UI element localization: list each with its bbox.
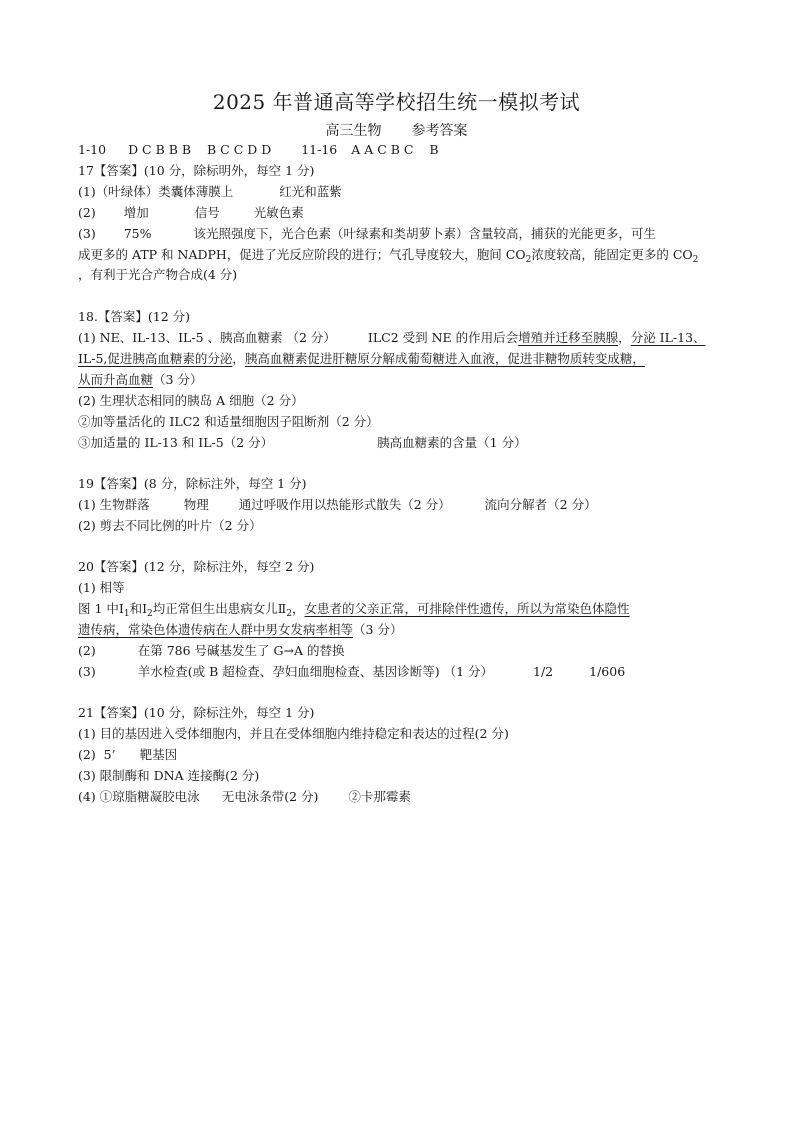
q17-line-5: ，有利于光合产物合成(4 分) bbox=[78, 267, 238, 282]
doc-type-label: 参考答案 bbox=[411, 123, 468, 139]
q17-num-3: (3) bbox=[78, 226, 96, 241]
q20-text-2c: 均正常但生出患病女儿Ⅱ bbox=[152, 601, 287, 616]
q18-key-point-5: 从而升高血糖 bbox=[78, 372, 154, 387]
subject-label: 高三生物 bbox=[325, 123, 382, 139]
q18-comma-1: ， bbox=[618, 330, 631, 345]
q18-line-5: ②加等量活化的 ILC2 和适量细胞因子阻断剂（2 分） bbox=[78, 414, 379, 429]
q20-sub-2: 2 bbox=[147, 609, 153, 619]
q18-line-2 bbox=[78, 350, 645, 368]
q20-heading: 20【答案】(12 分，除标注外，每空 2 分) bbox=[78, 559, 315, 574]
q20-line-2 bbox=[78, 600, 630, 623]
q19-ans-1c: 通过呼吸作用以热能形式散失（2 分） bbox=[238, 497, 451, 512]
q20-ans-3a: 羊水检查(或 B 超检查、孕妇血细胞检查、基因诊断等) （1 分） bbox=[137, 664, 494, 679]
q17-heading: 17【答案】(10 分，除标明外，每空 1 分) bbox=[78, 163, 315, 178]
q21-ans-4c: ②卡那霉素 bbox=[348, 789, 411, 804]
q19-line-1 bbox=[78, 496, 597, 514]
q21-heading: 21【答案】(10 分，除标注外，每空 1 分) bbox=[78, 705, 315, 720]
q19-ans-1d: 流向分解者（2 分） bbox=[484, 497, 597, 512]
mc-range-1: 1-10 bbox=[78, 142, 107, 157]
q19-ans-1a: (1) 生物群落 bbox=[78, 497, 150, 512]
mc-answers-1: D C B B B B C C D D bbox=[128, 142, 272, 157]
q18-line-4: (2) 生理状态相同的胰岛 A 细胞（2 分） bbox=[78, 393, 304, 408]
q17-line-3 bbox=[78, 225, 656, 243]
q17-num-2: (2) bbox=[78, 205, 96, 220]
q18-key-point-2: 分泌 IL-13、 bbox=[630, 330, 706, 345]
mc-answers-2: A A C B C B bbox=[351, 142, 439, 157]
q18-ans-1b: ILC2 受到 NE 的作用后会 bbox=[367, 330, 519, 345]
q21-line-3: (3) 限制酶和 DNA 连接酶(2 分) bbox=[78, 768, 260, 783]
q20-ans-3c: 1/606 bbox=[589, 664, 626, 679]
q21-line-4 bbox=[78, 788, 411, 806]
page-title: 2025 年普通高等学校招生统一模拟考试 bbox=[212, 90, 581, 114]
q21-line-2 bbox=[78, 746, 177, 764]
page-subtitle bbox=[0, 120, 793, 140]
q17-sub-co2-b: 2 bbox=[692, 255, 699, 265]
q20-line-4 bbox=[78, 642, 344, 660]
q20-ans-2: 在第 786 号碱基发生了 G→A 的替换 bbox=[137, 643, 345, 658]
q17-ans-1b: 红光和蓝紫 bbox=[279, 184, 342, 199]
q20-text-2a: 图 1 中Ⅰ bbox=[78, 601, 124, 616]
q18-key-point-4: 胰高血糖素促进肝糖原分解成葡萄糖进入血液，促进非糖物质转变成糖， bbox=[244, 351, 645, 366]
q20-sub-3: 2 bbox=[286, 609, 292, 619]
q17-text-4b: 浓度较高，能固定更多的 CO bbox=[531, 247, 693, 262]
q17-ans-2a: 增加 bbox=[123, 205, 149, 220]
q20-key-point-2: 遗传病，常染色体遗传病在人群中男女发病率相等 bbox=[78, 622, 354, 637]
q17-line-1 bbox=[78, 183, 342, 201]
q20-comma: ， bbox=[292, 601, 305, 616]
q20-key-point-1: 女患者的父亲正常，可排除伴性遗传，所以为常染色体隐性 bbox=[304, 601, 630, 616]
q20-num-2: (2) bbox=[78, 643, 96, 658]
q17-text-4a: 成更多的 ATP 和 NADPH，促进了光反应阶段的进行；气孔导度较大，胞间 CO bbox=[78, 247, 526, 262]
q20-line-1: (1) 相等 bbox=[78, 580, 125, 595]
q17-ans-2c: 光敏色素 bbox=[253, 205, 304, 220]
q17-sub-co2-a: 2 bbox=[525, 255, 532, 265]
q20-line-3 bbox=[78, 621, 402, 639]
q18-line-3 bbox=[78, 371, 202, 389]
q20-ans-3b: 1/2 bbox=[533, 664, 554, 679]
q19-ans-1b: 物理 bbox=[183, 497, 209, 512]
q20-num-3: (3) bbox=[78, 664, 96, 679]
q18-ans-1a: (1) NE、IL-13、IL-5 、胰高血糖素 （2 分） bbox=[78, 330, 336, 345]
q18-line-1 bbox=[78, 329, 706, 347]
q18-key-point-3: IL-5,促进胰高血糖素的分泌 bbox=[78, 351, 233, 366]
q17-ans-3b: 该光照强度下，光合色素（叶绿素和类胡萝卜素）含量较高，捕获的光能更多，可生 bbox=[193, 226, 657, 241]
q20-line-5 bbox=[78, 663, 625, 681]
mc-answers bbox=[78, 141, 439, 159]
q17-ans-3a: 75% bbox=[123, 226, 152, 241]
q17-ans-2b: 信号 bbox=[194, 205, 220, 220]
q21-ans-4b: 无电泳条带(2 分) bbox=[221, 789, 319, 804]
q21-ans-4a: (4) ①琼脂糖凝胶电泳 bbox=[78, 789, 200, 804]
q19-heading: 19【答案】(8 分，除标注外，每空 1 分) bbox=[78, 476, 307, 491]
mc-range-2: 11-16 bbox=[301, 142, 338, 157]
q17-line-2 bbox=[78, 204, 304, 222]
q21-ans-2a: (2) 5’ bbox=[78, 747, 116, 762]
q20-sub-1: 1 bbox=[123, 609, 130, 619]
q19-line-2: (2) 剪去不同比例的叶片（2 分） bbox=[78, 518, 262, 533]
q18-score-1: （3 分） bbox=[153, 372, 203, 387]
q20-text-2b: 和Ⅰ bbox=[129, 601, 148, 616]
q18-key-point-1: 增殖并迁移至胰腺 bbox=[518, 330, 619, 345]
q18-ans-6b: 胰高血糖素的含量（1 分） bbox=[377, 435, 527, 450]
q18-line-6 bbox=[78, 434, 527, 452]
q21-ans-2b: 靶基因 bbox=[139, 747, 178, 762]
q17-ans-1a: (1)（叶绿体）类囊体薄膜上 bbox=[78, 184, 234, 199]
q18-comma-2: ， bbox=[232, 351, 245, 366]
q20-score-1: （3 分） bbox=[353, 622, 403, 637]
q18-ans-6a: ③加适量的 IL-13 和 IL-5（2 分） bbox=[78, 435, 274, 450]
q18-heading: 18.【答案】(12 分) bbox=[78, 309, 191, 324]
q21-line-1: (1) 目的基因进入受体细胞内，并且在受体细胞内维持稳定和表达的过程(2 分) bbox=[78, 726, 509, 741]
